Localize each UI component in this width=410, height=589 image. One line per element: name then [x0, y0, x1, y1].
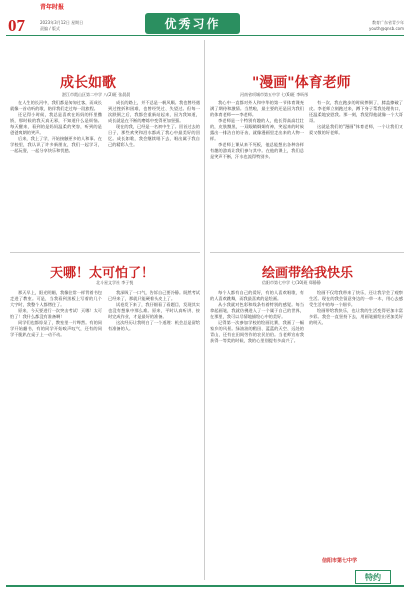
page-number: 07: [8, 16, 25, 35]
section-title: 优秀习作: [164, 17, 221, 31]
article-body-col: [210, 100, 304, 250]
header-email[interactable]: youth@qnsb.com: [369, 26, 404, 31]
divider: [210, 252, 404, 253]
article-body-col: [10, 290, 102, 580]
article-body-col: [210, 290, 304, 552]
paragraph: 李老师上课从来不死板，他总能想出各种各样有趣的游戏让我们参与其中。在他的课上，我们总是笑声不断，汗水也流得特别多。: [210, 142, 304, 159]
paragraph: 后来，我上了学，开始接触更多的人和事。在学校里，我认识了许多新朋友，我们一起学习，一起玩耍，一起分享快乐和忧愁。: [10, 136, 102, 153]
header-divider: [6, 35, 404, 36]
footer-bar: [6, 585, 404, 587]
editor-credit: 责编 / 版式: [40, 26, 60, 31]
paragraph: 李老师是一个特别有趣的人，他长得高高壮壮的，皮肤黝黑，一双眼睛炯炯有神，笑起来的时候露出一排洁白的牙齿，就像漫画里走出来的人物一样。: [210, 118, 304, 141]
feature-tag: 特约: [355, 570, 391, 584]
article-title: "漫画"体育老师: [252, 75, 351, 91]
article-byline: 湛江市霞山区第二中学 八(2)班 张晨晨: [62, 92, 131, 97]
paragraph: 绘画不仅给我带来了快乐，还让我学会了观察生活。现在的我会留意身边的一草一木，用心去感受生活中的每一个细节。: [309, 290, 403, 307]
article-byline: 北斗星文学社 李子悦: [96, 280, 134, 285]
article-body-col: [309, 290, 403, 552]
paragraph: 成长的路上，并不总是一帆风顺。我也曾经遇到过挫折和困难，也曾经哭过、失望过。但每一次跌倒之后，我都会重新站起来，因为我知道，成长就是在不断的磨练中变得更加坚强。: [108, 100, 200, 123]
paragraph: 从小我就对色彩和线条有着特别的感觉。每当拿起画笔，我就仿佛进入了一个属于自己的世界，在那里，我可以尽情地描绘心中的美好。: [210, 302, 304, 319]
school-logo: 信阳市第七中学: [322, 558, 358, 564]
paragraph: 这就是我们的"漫画"体育老师，一个让我们又爱又敬的好老师。: [309, 124, 403, 135]
paragraph: 那天早上，阳光明媚，我像往常一样背着书包走进了教室。可是，当我看到黑板上写着的几个大字时，我整个人都愣住了。: [10, 290, 102, 307]
section-banner: [145, 13, 240, 34]
paragraph: 还记得小时候，我总是喜欢在妈妈的怀里撒娇，那时候的我天真无邪，不知道什么是烦恼。每天醒来，看到的是妈妈温柔的笑容，听到的是爸爸爽朗的笑声。: [10, 112, 102, 135]
paragraph: 每个人都有自己的爱好，有的人喜欢唱歌，有的人喜欢跳舞，而我最喜欢的是绘画。: [210, 290, 304, 301]
article-byline: 河南省项城市第五中学 七(6)班 李昕彤: [240, 92, 309, 97]
paragraph: 试卷发下来了，我仔细看了看题目，发现其实也没有想象中那么难。原来，平时认真听讲、按时完成作业，才是最好的准备。: [108, 302, 200, 319]
paragraph: 在人生的长河中，我们都是匆匆过客，而成长就像一首动听的歌，陪伴我们走过每一段旅程。: [10, 100, 102, 111]
page-header: [0, 0, 410, 34]
article-byline: 信阳市第七中学 七(10)班 郑静静: [262, 280, 321, 285]
article-body-col: [10, 100, 102, 250]
paragraph: 同学们也都惊呆了，教室里一片哗然。有的同学开始翻书，有的同学开始唉声叹气，还有的同学干脆趴在桌子上一动不动。: [10, 320, 102, 337]
article-title: 绘画带给我快乐: [262, 266, 354, 281]
brand-logo: 青年时报: [40, 4, 65, 11]
issue-date: 2023年3月12日 星期日: [40, 20, 84, 25]
article-body-col: [108, 290, 200, 580]
article-body-col: [108, 100, 200, 250]
paragraph: 这次经历让我明白了一个道理：机会总是留给有准备的人。: [108, 320, 200, 331]
article-body-col: [309, 100, 403, 250]
divider: [10, 252, 200, 253]
paragraph: 现在的我，已经是一名初中生了。回首过去的日子，那些欢笑和泪水都成了我心中最美好的回忆。成长如歌，我会继续唱下去，唱出属于我自己的精彩人生。: [108, 124, 200, 147]
paragraph: 我深吸了一口气，告诉自己要冷静。既然考试已经来了，那就只能硬着头皮上了。: [108, 290, 200, 301]
paragraph: 绘画带给我快乐，也让我的生活变得更加丰富多彩。我会一直坚持下去，用画笔描绘出更加美好的明天。: [309, 308, 403, 325]
column-divider: [204, 40, 205, 580]
paragraph: 记得第一次参加学校的绘画比赛，我画了一幅家乡的风景。绿油油的稻田、蓝蓝的天空、远处的青山，还有在田间劳作的农民伯伯。当老师宣布我获得一等奖的时候，我的心里别提有多高兴了。: [210, 320, 304, 343]
paragraph: 我心中一直都对外人和中华的第一节体育课充满了期待和激情。当然啦，最主要的还是因为我们的体育老师——李老师。: [210, 100, 304, 117]
paragraph: 有一次，我在跑步的时候摔倒了，膝盖擦破了皮。李老师立刻跑过来，蹲下身子帮我处理伤口，还温柔地安慰我。那一刻，我觉得他就像一个大哥哥。: [309, 100, 403, 123]
article-title: 天哪！太可怕了！: [50, 266, 155, 281]
article-title: 成长如歌: [60, 75, 116, 91]
header-right-line: 教育广东省青少年: [372, 20, 404, 25]
paragraph: 原来，今天要进行一次突击考试！天哪！太可怕了！我什么都没有准备啊！: [10, 308, 102, 319]
